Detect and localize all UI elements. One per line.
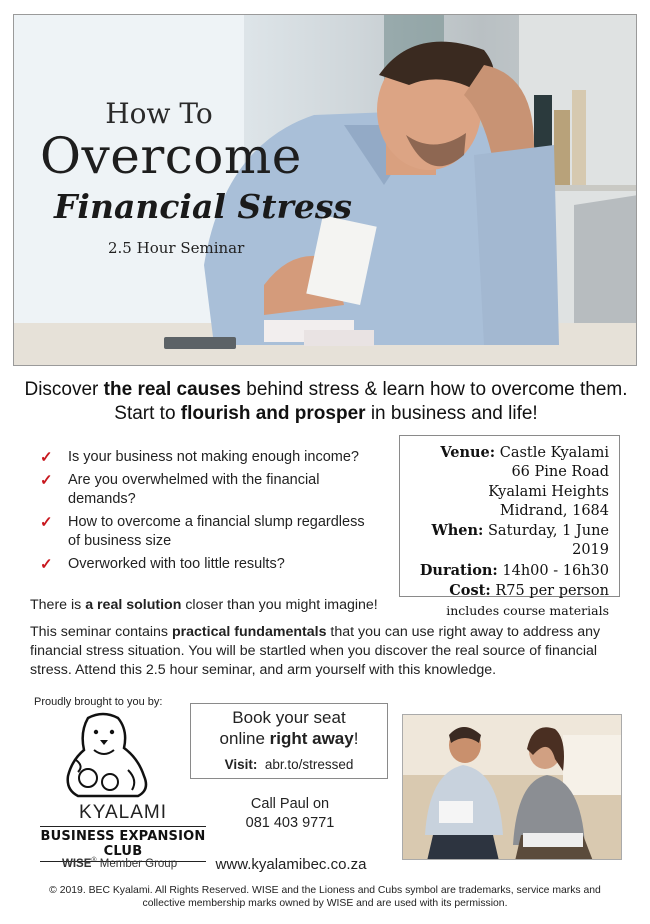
when-label: When: (431, 522, 484, 540)
cost-value: R75 per person (495, 583, 609, 600)
check-icon: ✓ (40, 472, 53, 489)
address-line: Kyalami Heights (488, 483, 609, 500)
venue-row (400, 443, 609, 463)
proudly-brought-label: Proudly brought to you by: (34, 696, 163, 708)
check-icon: ✓ (40, 556, 53, 573)
booking-box (190, 703, 388, 779)
seminar-text-part: This seminar contains (30, 624, 172, 640)
solution-highlight: a real solution (85, 597, 182, 613)
list-item (36, 471, 376, 509)
duration-row (400, 561, 609, 581)
list-item (36, 555, 376, 574)
visit-label: Visit: (224, 757, 258, 772)
address-line: Midrand, 1684 (499, 502, 609, 519)
copyright-notice: © 2019. BEC Kyalami. All Rights Reserved. WISE and the Lioness and Cubs symbol are trademarks, service marks and collective membership marks owned by WISE and are used with its permission. (49, 885, 601, 909)
hero-title: Overcome (40, 127, 302, 185)
couple-photo (402, 714, 622, 860)
solution-text-part: closer than you might imagine! (181, 597, 378, 613)
intro-highlight: flourish and prosper (180, 403, 366, 424)
booking-line (191, 728, 387, 749)
hero-subtitle: 2.5 Hour Seminar (108, 239, 245, 257)
list-item-text: Are you overwhelmed with the financial demands? (68, 472, 320, 507)
registered-mark: ® (91, 857, 97, 864)
list-item-text: Overworked with too little results? (68, 556, 285, 572)
couple-image (403, 715, 622, 860)
intro-text (20, 378, 632, 426)
intro-text-part: Discover (24, 379, 104, 400)
visit-row (191, 757, 387, 772)
duration-label: Duration: (419, 561, 498, 579)
address-line: 66 Pine Road (511, 464, 609, 481)
check-icon: ✓ (40, 449, 53, 466)
list-item (36, 513, 376, 551)
when-row (400, 521, 609, 561)
cost-note: includes course materials (446, 603, 609, 619)
hero-title-small: How To (105, 97, 213, 130)
website-link[interactable]: www.kyalamibec.co.za (215, 856, 367, 873)
event-details-box (399, 435, 620, 619)
booking-link[interactable]: abr.to/stressed (264, 757, 354, 772)
hero-banner (13, 14, 637, 366)
phone-number[interactable]: 081 403 9771 (245, 815, 335, 831)
list-item-text: How to overcome a financial slump regardless of business size (68, 514, 365, 549)
booking-text-part: ! (353, 729, 359, 748)
hero-title-script: Financial Stress (54, 187, 352, 226)
list-item (36, 448, 376, 467)
solution-text-part: There is (30, 597, 86, 613)
duration-value: 14h00 - 16h30 (502, 562, 609, 579)
intro-text-part: behind stress & learn how to overcome them. Start to (114, 379, 628, 424)
venue-label: Venue: (440, 444, 496, 461)
intro-text-part: in business and life! (365, 403, 538, 424)
lioness-logo (58, 710, 158, 800)
seminar-description (30, 623, 626, 680)
wise-member-group (62, 857, 177, 870)
seminar-text-part: that you can use right away to address any financial stress situation. You will be startled when you discover the real source of financial stress. Attend this 2.5 hour seminar, and arm yourself with this knowledge. (30, 624, 601, 678)
club-name: KYALAMI (79, 802, 167, 823)
club-subtitle: BUSINESS EXPANSION CLUB (40, 826, 206, 862)
booking-line: Book your seat (232, 708, 346, 727)
check-icon: ✓ (40, 514, 53, 531)
cost-label: Cost: (449, 582, 491, 600)
booking-highlight: right away (269, 729, 354, 748)
solution-text (30, 596, 626, 615)
call-label: Call Paul on (250, 796, 330, 812)
booking-text-part: online (219, 729, 270, 748)
seminar-highlight: practical fundamentals (171, 624, 327, 640)
venue-name: Castle Kyalami (499, 445, 609, 461)
wise-label: WISE (62, 857, 92, 870)
when-value: Saturday, 1 June 2019 (488, 523, 609, 559)
benefits-list (36, 448, 376, 578)
list-item-text: Is your business not making enough income? (68, 449, 359, 465)
call-info (218, 795, 362, 833)
intro-highlight: the real causes (103, 379, 241, 400)
member-group-label: Member Group (96, 857, 178, 870)
